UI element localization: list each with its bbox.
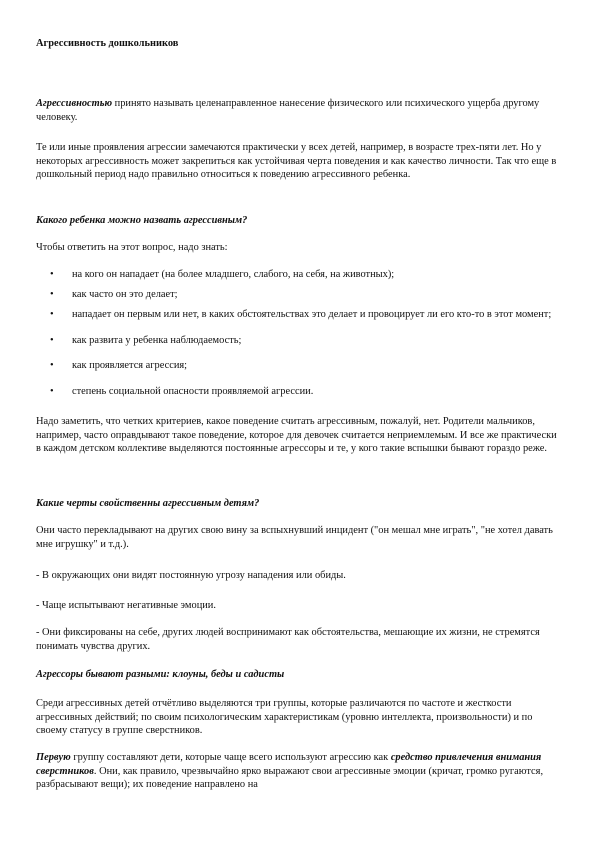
paragraph-5: - Чаще испытывают негативные эмоции.: [36, 600, 216, 611]
list-item: • степень социальной опасности проявляемой агрессии.: [36, 385, 560, 399]
paragraph-8: [36, 751, 560, 792]
intro-paragraph: [36, 97, 560, 124]
list-item: • как проявляется агрессия;: [36, 359, 560, 373]
list-item: • как развита у ребенка наблюдаемость;: [36, 334, 560, 348]
paragraph-8-mid: группу составляют дети, которые чаще всего используют агрессию как: [70, 752, 391, 763]
criteria-list: [36, 268, 560, 399]
intro-term: Агрессивностью: [36, 98, 113, 109]
paragraph-8-lead: Первую: [36, 752, 71, 763]
list-item: • на кого он нападает (на более младшего, слабого, на себя, на животных);: [36, 268, 560, 282]
heading-2: Какие черты свойственны агрессивным детям?: [36, 498, 260, 509]
list-item: • как часто он это делает;: [36, 288, 560, 302]
lead-paragraph-1: Чтобы ответить на этот вопрос, надо знать:: [36, 242, 228, 253]
document-title: Агрессивность дошкольников: [36, 38, 179, 49]
paragraph-2: Надо заметить, что четких критериев, какое поведение считать агрессивным, пожалуй, нет. Родители мальчиков, например, часто оправдывают такое поведение, которое для девочек считается неприемлемым. И все же практически в каждом детском коллективе выделяются постоянные агрессоры и те, у кого такие вспышки бывают гораздо реже.: [36, 416, 557, 455]
paragraph-3: Они часто перекладывают на других свою вину за вспыхнувший инцидент ("он мешал мне играть", "не хотел давать мне игрушку" и т.д.).: [36, 525, 553, 550]
heading-1: Какого ребенка можно назвать агрессивным?: [36, 215, 248, 226]
paragraph-4: - В окружающих они видят постоянную угрозу нападения или обиды.: [36, 570, 346, 581]
paragraph-1: Те или иные проявления агрессии замечаются практически у всех детей, например, в возрасте трех-пяти лет. Но у некоторых агрессивность может закрепиться как устойчивая черта поведения и как качество личности. Так что еще в дошкольный период надо правильно относиться к поведению агрессивного ребенка.: [36, 142, 557, 181]
heading-3: Агрессоры бывают разными: клоуны, беды и садисты: [36, 669, 285, 680]
paragraph-7: Среди агрессивных детей отчётливо выделяются три группы, которые различаются по частоте и жесткости агрессивных действий; по своим психологическим характеристикам (уровню интеллекта, произвольности) и по своему статусу в группе сверстников.: [36, 698, 533, 737]
paragraph-6: - Они фиксированы на себе, других людей воспринимают как обстоятельства, мешающие их жизни, не стремятся понимать чувства других.: [36, 627, 540, 652]
list-item: • нападает он первым или нет, в каких обстоятельствах это делает и провоцирует ли его кто-то в этот момент;: [36, 308, 560, 322]
paragraph-8-emphasis: средство привлечения внимания сверстников: [36, 752, 542, 777]
intro-rest: принято называть целенаправленное нанесение физического или психического ущерба другому человеку.: [36, 98, 540, 123]
paragraph-8-tail: . Они, как правило, чрезвычайно ярко выражают свои агрессивные эмоции (кричат, громко ругаются, разбрасывают вещи); их поведение направлено на: [36, 765, 544, 791]
